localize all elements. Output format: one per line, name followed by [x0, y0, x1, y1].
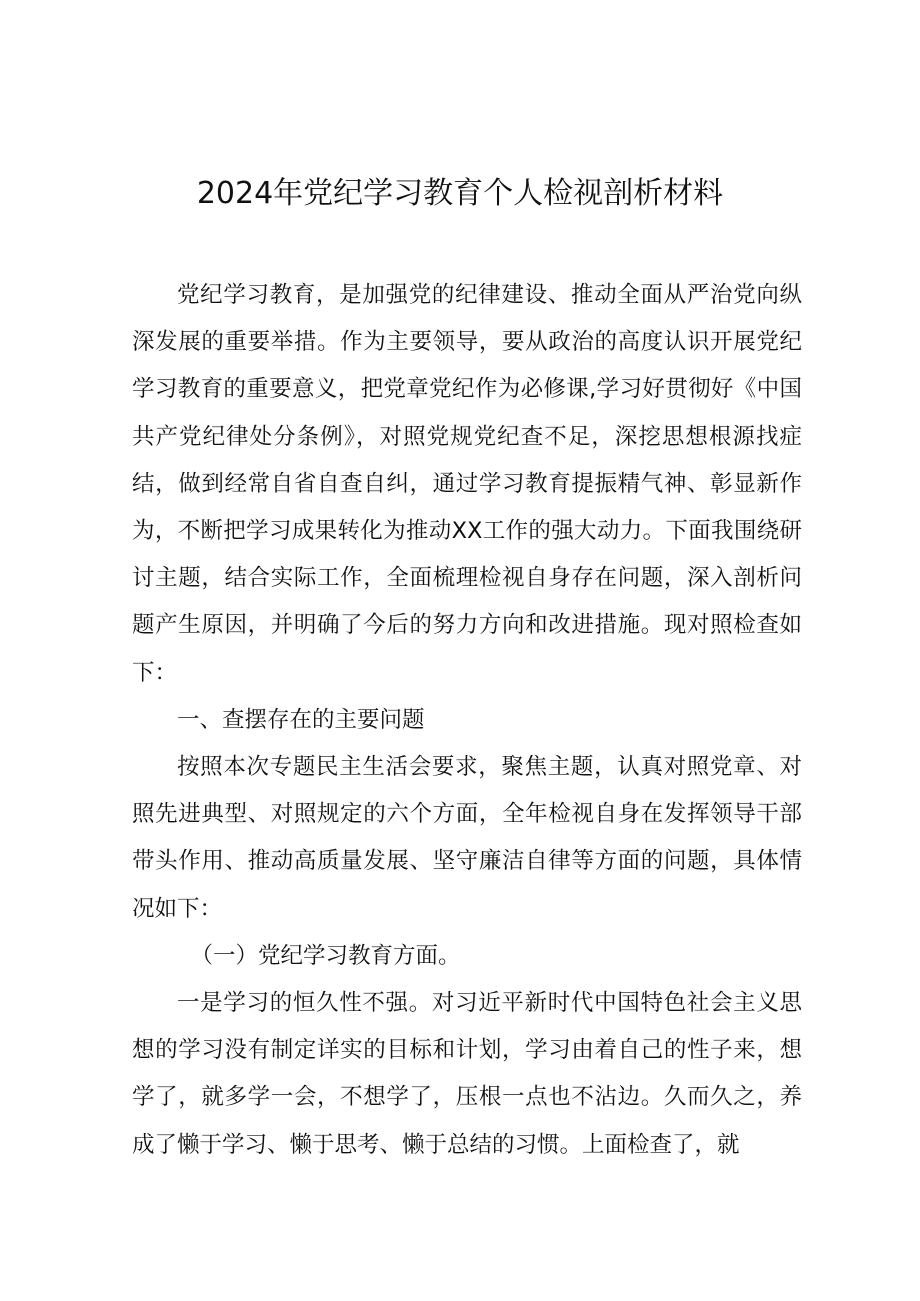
subsection-heading: （一）党纪学习教育方面。 — [190, 942, 461, 969]
document-title: 2024年党纪学习教育个人检视剖析材料 — [196, 176, 724, 211]
section-intro-paragraph: 按照本次专题民主生活会要求，聚焦主题，认真对照党章、对照先进典型、对照规定的六个方面，全年检视自身在发挥领导干部带头作用、推动高质量发展、坚守廉洁自律等方面的问题，具体情况如下： — [132, 754, 802, 922]
intro-paragraph: 党纪学习教育，是加强党的纪律建设、推动全面从严治党向纵深发展的重要举措。作为主要领导，要从政治的高度认识开展党纪学习教育的重要意义，把党章党纪作为必修课,学习好贯彻好《中国共产党纪律处分条例》，对照党规党纪查不足，深挖思想根源找症结，做到经常自省自查自纠，通过学习教育提振精气神、彰显新作为，不断把学习成果转化为推动XX工作的强大动力。下面我围绕研讨主题，结合实际工作，全面梳理检视自身存在问题，深入剖析问题产生原因，并明确了今后的努力方向和改进措施。现对照检查如下： — [132, 282, 802, 686]
document-body — [132, 272, 802, 1169]
problem-one-paragraph: 一是学习的恒久性不强。对习近平新时代中国特色社会主义思想的学习没有制定详实的目标和计划，学习由着自己的性子来，想学了，就多学一会，不想学了，压根一点也不沾边。久而久之，养成了懒于学习、懒于思考、懒于总结的习惯。上面检查了，就 — [132, 990, 802, 1158]
section-heading: 一、查摆存在的主要问题 — [177, 706, 425, 733]
